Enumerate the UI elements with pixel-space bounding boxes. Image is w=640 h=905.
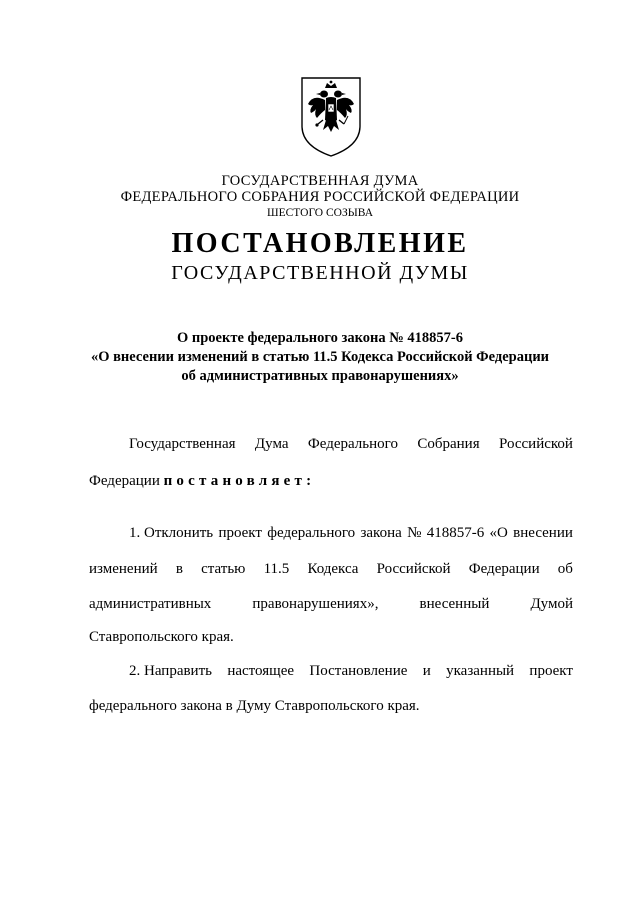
- item1-word: Думой: [530, 596, 573, 612]
- subject-line1: О проекте федерального закона № 418857-6: [176, 330, 464, 346]
- convocation-label: ШЕСТОГО СОЗЫВА: [266, 207, 374, 219]
- item2-word: и: [422, 663, 431, 679]
- item1-line4: Ставропольского края.: [89, 629, 234, 645]
- org-name-line1: ГОСУДАРСТВЕННАЯ ДУМА: [221, 173, 419, 189]
- item2-line1: [129, 663, 573, 680]
- subject-line3: об административных правонарушениях»: [181, 368, 459, 384]
- item1-word: изменений: [89, 561, 158, 577]
- item1-word: «О: [489, 525, 508, 541]
- item1-word: внесенный: [419, 596, 490, 612]
- preamble-word: Российской: [499, 436, 573, 452]
- item1-word: Федерации: [468, 561, 540, 577]
- item1-word: административных: [89, 596, 212, 612]
- item1-line1: [129, 525, 573, 542]
- item1-word: Кодекса: [307, 561, 359, 577]
- item1-word: статью: [201, 561, 246, 577]
- item2-word: Постановление: [309, 663, 408, 679]
- preamble-line2-start: Федерации: [89, 473, 160, 489]
- item1-line3: [89, 596, 573, 613]
- org-name-line2: ФЕДЕРАЛЬНОГО СОБРАНИЯ РОССИЙСКОЙ ФЕДЕРАЦИИ: [120, 189, 520, 205]
- coat-of-arms-emblem: [299, 76, 363, 158]
- preamble-word: Дума: [254, 436, 289, 452]
- preamble-word: Собрания: [417, 436, 480, 452]
- item2-word: указанный: [446, 663, 515, 679]
- item1-word: 11.5: [263, 561, 290, 577]
- item2-word: 2. Направить: [129, 663, 212, 679]
- preamble-line2: [89, 473, 315, 490]
- document-type-title: ПОСТАНОВЛЕНИЕ: [171, 228, 469, 259]
- item1-word: Российской: [376, 561, 451, 577]
- item1-word: правонарушениях»,: [252, 596, 379, 612]
- preamble-line1: [129, 436, 573, 453]
- item1-word: об: [557, 561, 573, 577]
- item1-word: федерального: [267, 525, 356, 541]
- item1-line2: [89, 561, 573, 578]
- subject-line2: «О внесении изменений в статью 11.5 Кодекса Российской Федерации: [90, 349, 550, 365]
- preamble-word: Федерального: [307, 436, 398, 452]
- item1-word: 418857-6: [426, 525, 485, 541]
- preamble-word: Государственная: [129, 436, 236, 452]
- item2-word: проект: [529, 663, 573, 679]
- item2-line2: федерального закона в Думу Ставропольского края.: [89, 698, 420, 714]
- item1-word: проект: [218, 525, 262, 541]
- item1-word: закона: [360, 525, 402, 541]
- item1-word: 1. Отклонить: [129, 525, 214, 541]
- document-issuer: ГОСУДАРСТВЕННОЙ ДУМЫ: [171, 262, 469, 284]
- item1-word: №: [407, 525, 422, 541]
- item1-word: внесении: [513, 525, 573, 541]
- item1-word: в: [175, 561, 183, 577]
- resolves-word: постановляет:: [163, 473, 316, 489]
- item2-word: настоящее: [227, 663, 295, 679]
